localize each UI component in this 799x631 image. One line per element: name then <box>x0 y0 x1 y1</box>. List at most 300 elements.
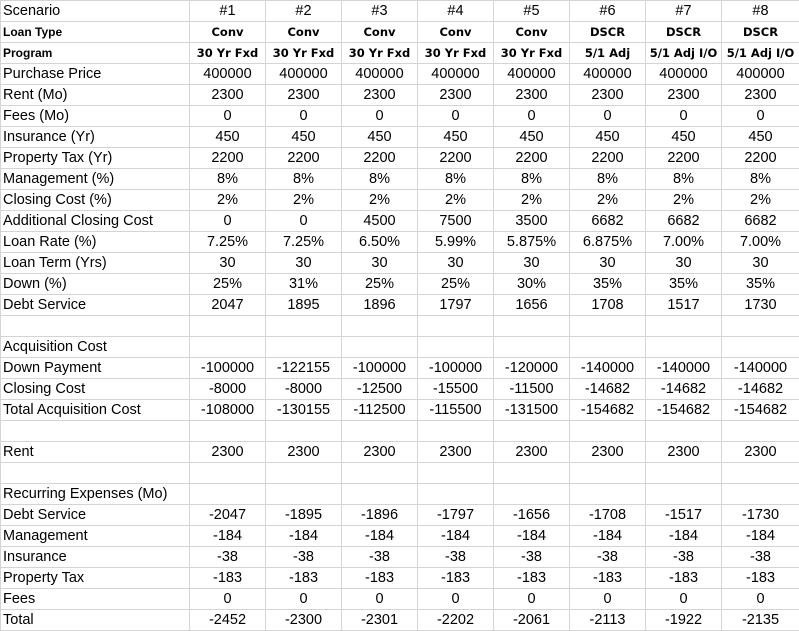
value-cell[interactable]: 1517 <box>646 295 722 316</box>
table-row <box>1 85 799 106</box>
value-cell[interactable]: -1517 <box>646 505 722 526</box>
table-row <box>1 106 799 127</box>
value-cell[interactable] <box>266 421 342 442</box>
row-label-cell[interactable]: Closing Cost (%) <box>1 190 190 211</box>
value-cell[interactable] <box>190 316 266 337</box>
value-cell[interactable]: -14682 <box>646 379 722 400</box>
value-cell[interactable]: 2% <box>646 190 722 211</box>
row-label-cell[interactable]: Property Tax (Yr) <box>1 148 190 169</box>
value-cell[interactable] <box>342 421 418 442</box>
value-cell[interactable]: 7.25% <box>266 232 342 253</box>
value-cell[interactable]: 2% <box>722 190 799 211</box>
value-cell[interactable]: -184 <box>418 526 494 547</box>
row-label-cell[interactable]: Closing Cost <box>1 379 190 400</box>
value-cell[interactable]: -11500 <box>494 379 570 400</box>
value-cell[interactable]: 1797 <box>418 295 494 316</box>
table-row <box>1 211 799 232</box>
value-cell[interactable]: -2061 <box>494 610 570 631</box>
value-cell[interactable] <box>494 316 570 337</box>
value-cell[interactable]: 1895 <box>266 295 342 316</box>
value-cell[interactable]: 2300 <box>722 85 799 106</box>
value-cell[interactable]: 450 <box>342 127 418 148</box>
value-cell[interactable]: 30 Yr Fxd <box>418 43 494 64</box>
value-cell[interactable]: Conv <box>342 22 418 43</box>
value-cell[interactable]: Conv <box>266 22 342 43</box>
row-label-cell[interactable]: Insurance <box>1 547 190 568</box>
value-cell[interactable]: 1656 <box>494 295 570 316</box>
value-cell[interactable] <box>646 484 722 505</box>
row-label-cell[interactable]: Fees <box>1 589 190 610</box>
row-label-cell[interactable]: Down (%) <box>1 274 190 295</box>
value-cell[interactable]: 0 <box>722 589 799 610</box>
row-label-cell[interactable]: Loan Term (Yrs) <box>1 253 190 274</box>
value-cell[interactable]: 400000 <box>722 64 799 85</box>
value-cell[interactable]: 0 <box>570 106 646 127</box>
value-cell[interactable]: 400000 <box>570 64 646 85</box>
table-row <box>1 547 799 568</box>
value-cell[interactable]: 0 <box>266 589 342 610</box>
table-row <box>1 337 799 358</box>
value-cell[interactable]: -100000 <box>418 358 494 379</box>
row-label-cell[interactable] <box>1 421 190 442</box>
value-cell[interactable]: 8% <box>342 169 418 190</box>
value-cell[interactable] <box>342 463 418 484</box>
value-cell[interactable]: DSCR <box>570 22 646 43</box>
value-cell[interactable]: 2% <box>190 190 266 211</box>
value-cell[interactable]: 7.25% <box>190 232 266 253</box>
value-cell[interactable]: 2300 <box>266 442 342 463</box>
table-row <box>1 421 799 442</box>
value-cell[interactable]: 30 <box>342 253 418 274</box>
value-cell[interactable]: 0 <box>266 211 342 232</box>
value-cell[interactable]: 1896 <box>342 295 418 316</box>
value-cell[interactable]: 31% <box>266 274 342 295</box>
value-cell[interactable] <box>646 337 722 358</box>
value-cell[interactable]: -38 <box>570 547 646 568</box>
row-label-cell[interactable] <box>1 463 190 484</box>
value-cell[interactable] <box>418 484 494 505</box>
value-cell[interactable]: -183 <box>646 568 722 589</box>
value-cell[interactable] <box>266 463 342 484</box>
value-cell[interactable]: -108000 <box>190 400 266 421</box>
row-label-cell[interactable]: Property Tax <box>1 568 190 589</box>
value-cell[interactable]: 0 <box>418 589 494 610</box>
value-cell[interactable]: 25% <box>418 274 494 295</box>
table-row <box>1 127 799 148</box>
value-cell[interactable]: -183 <box>418 568 494 589</box>
value-cell[interactable]: 1708 <box>570 295 646 316</box>
value-cell[interactable]: #2 <box>266 1 342 22</box>
value-cell[interactable]: -184 <box>494 526 570 547</box>
value-cell[interactable]: -140000 <box>722 358 799 379</box>
value-cell[interactable] <box>494 337 570 358</box>
value-cell[interactable]: -2452 <box>190 610 266 631</box>
value-cell[interactable]: 0 <box>646 106 722 127</box>
value-cell[interactable]: 8% <box>418 169 494 190</box>
value-cell[interactable]: 6.50% <box>342 232 418 253</box>
table-row <box>1 1 799 22</box>
value-cell[interactable]: 30 Yr Fxd <box>266 43 342 64</box>
row-label-cell[interactable]: Program <box>1 43 190 64</box>
value-cell[interactable]: 30 <box>570 253 646 274</box>
value-cell[interactable]: 7.00% <box>646 232 722 253</box>
value-cell[interactable] <box>570 463 646 484</box>
value-cell[interactable]: 6682 <box>722 211 799 232</box>
value-cell[interactable]: 2% <box>266 190 342 211</box>
value-cell[interactable]: 450 <box>646 127 722 148</box>
value-cell[interactable]: 400000 <box>190 64 266 85</box>
row-label-cell[interactable]: Rent (Mo) <box>1 85 190 106</box>
value-cell[interactable]: -38 <box>418 547 494 568</box>
value-cell[interactable]: 4500 <box>342 211 418 232</box>
value-cell[interactable]: -131500 <box>494 400 570 421</box>
value-cell[interactable]: Conv <box>418 22 494 43</box>
value-cell[interactable] <box>342 337 418 358</box>
value-cell[interactable]: 0 <box>722 106 799 127</box>
value-cell[interactable]: 400000 <box>266 64 342 85</box>
value-cell[interactable]: #5 <box>494 1 570 22</box>
value-cell[interactable]: -38 <box>266 547 342 568</box>
value-cell[interactable]: -183 <box>722 568 799 589</box>
row-label-cell[interactable]: Loan Rate (%) <box>1 232 190 253</box>
value-cell[interactable]: -14682 <box>570 379 646 400</box>
value-cell[interactable]: 2047 <box>190 295 266 316</box>
value-cell[interactable] <box>342 484 418 505</box>
value-cell[interactable]: -1895 <box>266 505 342 526</box>
value-cell[interactable]: 2% <box>418 190 494 211</box>
table-row <box>1 610 799 631</box>
value-cell[interactable]: 2% <box>570 190 646 211</box>
value-cell[interactable] <box>418 421 494 442</box>
value-cell[interactable] <box>570 484 646 505</box>
value-cell[interactable]: 400000 <box>494 64 570 85</box>
value-cell[interactable] <box>190 421 266 442</box>
value-cell[interactable]: DSCR <box>722 22 799 43</box>
value-cell[interactable]: 30 <box>494 253 570 274</box>
value-cell[interactable]: -184 <box>646 526 722 547</box>
value-cell[interactable]: 5.875% <box>494 232 570 253</box>
value-cell[interactable]: 0 <box>494 589 570 610</box>
value-cell[interactable] <box>494 484 570 505</box>
row-label-cell[interactable] <box>1 316 190 337</box>
row-label-cell[interactable]: Additional Closing Cost <box>1 211 190 232</box>
value-cell[interactable] <box>646 463 722 484</box>
value-cell[interactable] <box>494 463 570 484</box>
value-cell[interactable]: -140000 <box>646 358 722 379</box>
value-cell[interactable]: 450 <box>190 127 266 148</box>
value-cell[interactable]: 400000 <box>418 64 494 85</box>
row-label-cell[interactable]: Recurring Expenses (Mo) <box>1 484 190 505</box>
value-cell[interactable]: 35% <box>570 274 646 295</box>
value-cell[interactable]: -154682 <box>646 400 722 421</box>
value-cell[interactable]: DSCR <box>646 22 722 43</box>
row-label-cell[interactable]: Acquisition Cost <box>1 337 190 358</box>
table-row <box>1 505 799 526</box>
row-label-cell[interactable]: Purchase Price <box>1 64 190 85</box>
value-cell[interactable]: 2300 <box>190 85 266 106</box>
table-row <box>1 526 799 547</box>
value-cell[interactable]: 6.875% <box>570 232 646 253</box>
value-cell[interactable]: 30 <box>722 253 799 274</box>
value-cell[interactable]: -130155 <box>266 400 342 421</box>
value-cell[interactable] <box>342 316 418 337</box>
value-cell[interactable] <box>646 316 722 337</box>
value-cell[interactable]: 5/1 Adj I/O <box>722 43 799 64</box>
row-label-cell[interactable]: Total Acquisition Cost <box>1 400 190 421</box>
value-cell[interactable]: 6682 <box>570 211 646 232</box>
value-cell[interactable]: -1797 <box>418 505 494 526</box>
value-cell[interactable]: 30 Yr Fxd <box>494 43 570 64</box>
value-cell[interactable]: -2300 <box>266 610 342 631</box>
value-cell[interactable]: 2% <box>342 190 418 211</box>
value-cell[interactable]: 5.99% <box>418 232 494 253</box>
value-cell[interactable]: -2113 <box>570 610 646 631</box>
value-cell[interactable]: -8000 <box>190 379 266 400</box>
value-cell[interactable]: 2200 <box>570 148 646 169</box>
value-cell[interactable]: -38 <box>646 547 722 568</box>
value-cell[interactable] <box>722 421 799 442</box>
value-cell[interactable]: 25% <box>190 274 266 295</box>
value-cell[interactable]: 0 <box>646 589 722 610</box>
value-cell[interactable]: 3500 <box>494 211 570 232</box>
value-cell[interactable]: 0 <box>190 106 266 127</box>
value-cell[interactable]: Conv <box>190 22 266 43</box>
row-label-cell[interactable]: Insurance (Yr) <box>1 127 190 148</box>
value-cell[interactable]: -184 <box>266 526 342 547</box>
table-row <box>1 64 799 85</box>
value-cell[interactable]: 2200 <box>646 148 722 169</box>
value-cell[interactable]: 5/1 Adj <box>570 43 646 64</box>
value-cell[interactable]: 0 <box>190 589 266 610</box>
value-cell[interactable]: 450 <box>722 127 799 148</box>
table-row <box>1 43 799 64</box>
table-row <box>1 22 799 43</box>
value-cell[interactable]: 30 <box>266 253 342 274</box>
value-cell[interactable]: -183 <box>190 568 266 589</box>
value-cell[interactable]: 30 <box>190 253 266 274</box>
value-cell[interactable]: 2200 <box>342 148 418 169</box>
value-cell[interactable]: 0 <box>342 106 418 127</box>
value-cell[interactable]: 2300 <box>342 442 418 463</box>
value-cell[interactable]: -1922 <box>646 610 722 631</box>
value-cell[interactable]: 2200 <box>190 148 266 169</box>
value-cell[interactable]: 0 <box>342 589 418 610</box>
value-cell[interactable]: 2300 <box>646 442 722 463</box>
value-cell[interactable]: -183 <box>266 568 342 589</box>
value-cell[interactable]: 0 <box>418 106 494 127</box>
value-cell[interactable]: 2300 <box>190 442 266 463</box>
table-row <box>1 568 799 589</box>
value-cell[interactable] <box>418 316 494 337</box>
table-row <box>1 148 799 169</box>
spreadsheet-body <box>1 1 799 631</box>
table-row <box>1 379 799 400</box>
value-cell[interactable]: 2200 <box>418 148 494 169</box>
value-cell[interactable]: -115500 <box>418 400 494 421</box>
table-row <box>1 274 799 295</box>
value-cell[interactable]: -1896 <box>342 505 418 526</box>
value-cell[interactable]: -100000 <box>190 358 266 379</box>
value-cell[interactable]: #8 <box>722 1 799 22</box>
table-row <box>1 484 799 505</box>
value-cell[interactable]: -1708 <box>570 505 646 526</box>
value-cell[interactable]: 2300 <box>646 85 722 106</box>
value-cell[interactable] <box>646 421 722 442</box>
row-label-cell[interactable]: Scenario <box>1 1 190 22</box>
value-cell[interactable]: -12500 <box>342 379 418 400</box>
value-cell[interactable] <box>570 421 646 442</box>
value-cell[interactable]: 450 <box>418 127 494 148</box>
value-cell[interactable]: -2301 <box>342 610 418 631</box>
value-cell[interactable]: 400000 <box>342 64 418 85</box>
value-cell[interactable]: -15500 <box>418 379 494 400</box>
value-cell[interactable]: -184 <box>190 526 266 547</box>
table-row <box>1 358 799 379</box>
value-cell[interactable]: 2300 <box>342 85 418 106</box>
value-cell[interactable]: 2300 <box>418 442 494 463</box>
value-cell[interactable]: 2300 <box>494 442 570 463</box>
value-cell[interactable]: -100000 <box>342 358 418 379</box>
value-cell[interactable] <box>722 316 799 337</box>
value-cell[interactable]: -38 <box>342 547 418 568</box>
value-cell[interactable]: -183 <box>342 568 418 589</box>
value-cell[interactable] <box>722 463 799 484</box>
value-cell[interactable]: -120000 <box>494 358 570 379</box>
value-cell[interactable]: 1730 <box>722 295 799 316</box>
value-cell[interactable]: 2300 <box>722 442 799 463</box>
value-cell[interactable]: 2300 <box>418 85 494 106</box>
value-cell[interactable]: -140000 <box>570 358 646 379</box>
value-cell[interactable]: 30 <box>646 253 722 274</box>
table-row <box>1 253 799 274</box>
value-cell[interactable]: 7.00% <box>722 232 799 253</box>
value-cell[interactable]: -183 <box>494 568 570 589</box>
value-cell[interactable]: 6682 <box>646 211 722 232</box>
row-label-cell[interactable]: Rent <box>1 442 190 463</box>
value-cell[interactable]: -154682 <box>570 400 646 421</box>
table-row <box>1 316 799 337</box>
value-cell[interactable]: 2300 <box>570 442 646 463</box>
value-cell[interactable]: #1 <box>190 1 266 22</box>
row-label-cell[interactable]: Debt Service <box>1 295 190 316</box>
value-cell[interactable]: -38 <box>494 547 570 568</box>
value-cell[interactable] <box>266 337 342 358</box>
value-cell[interactable]: 8% <box>494 169 570 190</box>
value-cell[interactable]: -183 <box>570 568 646 589</box>
value-cell[interactable]: 0 <box>570 589 646 610</box>
table-row <box>1 295 799 316</box>
value-cell[interactable] <box>190 463 266 484</box>
value-cell[interactable] <box>418 463 494 484</box>
value-cell[interactable]: 8% <box>570 169 646 190</box>
row-label-cell[interactable]: Management (%) <box>1 169 190 190</box>
value-cell[interactable] <box>722 337 799 358</box>
value-cell[interactable]: -8000 <box>266 379 342 400</box>
value-cell[interactable] <box>190 484 266 505</box>
value-cell[interactable]: 8% <box>190 169 266 190</box>
value-cell[interactable]: -38 <box>190 547 266 568</box>
value-cell[interactable]: #6 <box>570 1 646 22</box>
value-cell[interactable]: 0 <box>266 106 342 127</box>
value-cell[interactable]: #7 <box>646 1 722 22</box>
value-cell[interactable] <box>418 337 494 358</box>
table-row <box>1 442 799 463</box>
value-cell[interactable]: -14682 <box>722 379 799 400</box>
row-label-cell[interactable]: Fees (Mo) <box>1 106 190 127</box>
value-cell[interactable]: -1730 <box>722 505 799 526</box>
row-label-cell[interactable]: Debt Service <box>1 505 190 526</box>
value-cell[interactable]: -38 <box>722 547 799 568</box>
value-cell[interactable]: 30 Yr Fxd <box>190 43 266 64</box>
value-cell[interactable]: 2300 <box>570 85 646 106</box>
value-cell[interactable]: 30 Yr Fxd <box>342 43 418 64</box>
value-cell[interactable]: 35% <box>646 274 722 295</box>
row-label-cell[interactable]: Down Payment <box>1 358 190 379</box>
value-cell[interactable]: 30 <box>418 253 494 274</box>
row-label-cell[interactable]: Management <box>1 526 190 547</box>
value-cell[interactable]: 2200 <box>722 148 799 169</box>
value-cell[interactable]: -2135 <box>722 610 799 631</box>
value-cell[interactable] <box>266 484 342 505</box>
table-row <box>1 400 799 421</box>
value-cell[interactable]: 25% <box>342 274 418 295</box>
value-cell[interactable]: 2300 <box>266 85 342 106</box>
value-cell[interactable]: -2202 <box>418 610 494 631</box>
value-cell[interactable]: -112500 <box>342 400 418 421</box>
value-cell[interactable]: -184 <box>342 526 418 547</box>
value-cell[interactable] <box>570 316 646 337</box>
value-cell[interactable]: 0 <box>190 211 266 232</box>
value-cell[interactable]: -154682 <box>722 400 799 421</box>
value-cell[interactable]: 0 <box>494 106 570 127</box>
value-cell[interactable]: -184 <box>722 526 799 547</box>
value-cell[interactable] <box>266 316 342 337</box>
table-row <box>1 589 799 610</box>
value-cell[interactable]: 2300 <box>494 85 570 106</box>
value-cell[interactable]: -2047 <box>190 505 266 526</box>
value-cell[interactable]: 450 <box>570 127 646 148</box>
table-row <box>1 190 799 211</box>
value-cell[interactable]: 8% <box>646 169 722 190</box>
table-row <box>1 232 799 253</box>
value-cell[interactable]: #4 <box>418 1 494 22</box>
value-cell[interactable]: 450 <box>266 127 342 148</box>
value-cell[interactable] <box>494 421 570 442</box>
value-cell[interactable]: 30% <box>494 274 570 295</box>
value-cell[interactable]: Conv <box>494 22 570 43</box>
value-cell[interactable]: 5/1 Adj I/O <box>646 43 722 64</box>
value-cell[interactable] <box>570 337 646 358</box>
value-cell[interactable]: 2200 <box>494 148 570 169</box>
value-cell[interactable] <box>190 337 266 358</box>
value-cell[interactable] <box>722 484 799 505</box>
value-cell[interactable]: 8% <box>722 169 799 190</box>
row-label-cell[interactable]: Loan Type <box>1 22 190 43</box>
value-cell[interactable]: -1656 <box>494 505 570 526</box>
value-cell[interactable]: 2% <box>494 190 570 211</box>
value-cell[interactable]: #3 <box>342 1 418 22</box>
value-cell[interactable]: 2200 <box>266 148 342 169</box>
value-cell[interactable]: 400000 <box>646 64 722 85</box>
value-cell[interactable]: 7500 <box>418 211 494 232</box>
row-label-cell[interactable]: Total <box>1 610 190 631</box>
value-cell[interactable]: 35% <box>722 274 799 295</box>
value-cell[interactable]: -184 <box>570 526 646 547</box>
value-cell[interactable]: -122155 <box>266 358 342 379</box>
value-cell[interactable]: 450 <box>494 127 570 148</box>
table-row <box>1 463 799 484</box>
value-cell[interactable]: 8% <box>266 169 342 190</box>
